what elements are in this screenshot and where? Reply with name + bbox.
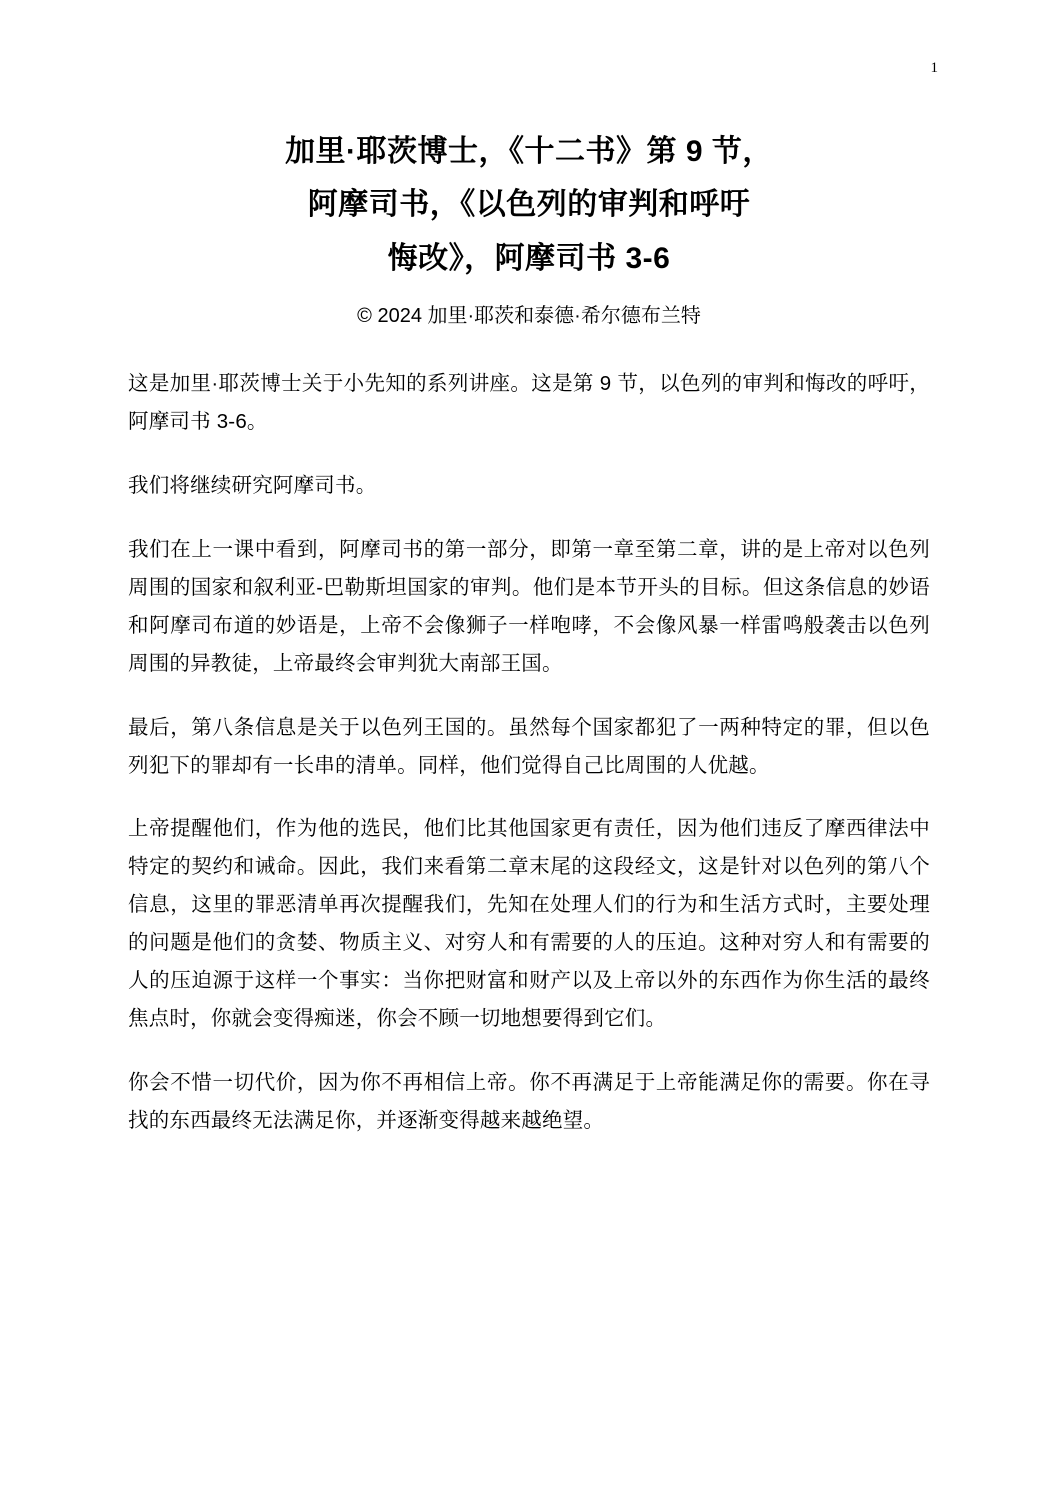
body-paragraph: 我们在上一课中看到，阿摩司书的第一部分，即第一章至第二章，讲的是上帝对以色列周围的国家和叙利亚-巴勒斯坦国家的审判。他们是本节开头的目标。但这条信息的妙语和阿摩司布道的妙语是，上帝不会像狮子一样咆哮，不会像风暴一样雷鸣般袭击以色列周围的异教徒，上帝最终会审判犹大南部王国。 <box>128 537 930 675</box>
page-title-line: 悔改》，阿摩司书 3-6 <box>387 241 671 275</box>
document-body <box>128 365 930 1140</box>
body-paragraph: 最后，第八条信息是关于以色列王国的。虽然每个国家都犯了一两种特定的罪，但以色列犯下的罪却有一长串的清单。同样，他们觉得自己比周围的人优越。 <box>128 715 930 777</box>
page-number: 1 <box>930 60 938 76</box>
page-title-line: 阿摩司书，《以色列的审判和呼吁 <box>307 188 751 222</box>
body-paragraph: 我们将继续研究阿摩司书。 <box>128 474 377 498</box>
body-paragraph: 这是加里·耶茨博士关于小先知的系列讲座。这是第 9 节，以色列的审判和悔改的呼吁，阿摩司书 3-6。 <box>128 372 930 434</box>
page-title <box>219 125 839 285</box>
body-paragraph: 上帝提醒他们，作为他的选民，他们比其他国家更有责任，因为他们违反了摩西律法中特定的契约和诫命。因此，我们来看第二章末尾的这段经文，这是针对以色列的第八个信息，这里的罪恶清单再次提醒我们，先知在处理人们的行为和生活方式时，主要处理的问题是他们的贪婪、物质主义、对穷人和有需要的人的压迫。这种对穷人和有需要的人的压迫源于这样一个事实：当你把财富和财产以及上帝以外的东西作为你生活的最终焦点时，你就会变得痴迷，你会不顾一切地想要得到它们。 <box>128 817 930 1031</box>
page-title-line: 加里·耶茨博士，《十二书》第 9 节， <box>285 135 773 168</box>
copyright-notice: © 2024 加里·耶茨和泰德·希尔德布兰特 <box>357 305 701 328</box>
body-paragraph: 你会不惜一切代价，因为你不再相信上帝。你不再满足于上帝能满足你的需要。你在寻找的东西最终无法满足你，并逐渐变得越来越绝望。 <box>128 1071 930 1132</box>
title-block <box>128 125 930 331</box>
